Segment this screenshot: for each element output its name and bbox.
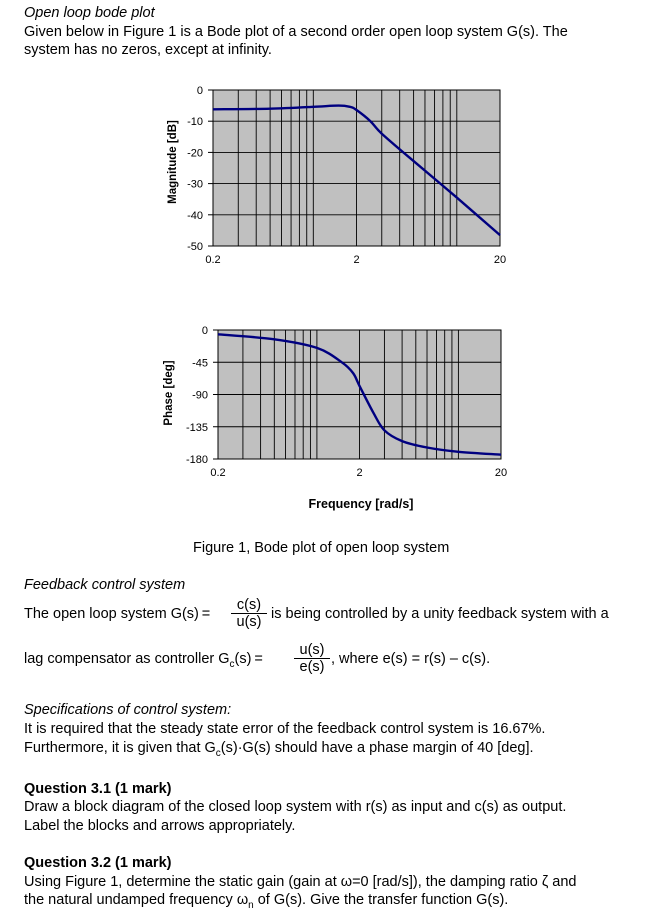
phase-grid (218, 330, 501, 459)
magnitude-x-ticks (205, 254, 506, 266)
question-3-2-line-2 (24, 891, 508, 915)
spec-line-2 (24, 739, 534, 763)
phase-axis-label: Phase [deg] (163, 360, 175, 426)
phase-x-ticks (210, 467, 507, 479)
section-heading-open-loop: Open loop bode plot (24, 5, 155, 21)
y-tick-label: -40 (187, 209, 203, 222)
frequency-axis-label: Frequency [rad/s] (308, 497, 414, 511)
intro-line-1: Given below in Figure 1 is a Bode plot of a second order open loop system G(s). The (24, 24, 568, 40)
question-3-1-line-2: Label the blocks and arrows appropriately. (24, 818, 296, 834)
y-tick-label: -50 (187, 241, 203, 253)
fraction-u-over-e (294, 642, 330, 675)
question-3-2-title: Question 3.2 (1 mark) (24, 855, 172, 871)
spec-line-2-pre: Furthermore, it is given that G (24, 740, 216, 756)
x-tick-label: 2 (353, 254, 360, 266)
fraction-c-over-u (231, 597, 267, 630)
fraction-denominator: u(s) (236, 614, 262, 630)
phase-plot (163, 325, 507, 511)
question-3-1-title: Question 3.1 (1 mark) (24, 781, 172, 797)
fraction-numerator: c(s) (231, 597, 267, 614)
x-tick-label: 20 (493, 254, 507, 266)
y-tick-label: -180 (185, 454, 208, 466)
y-tick-label: -45 (192, 357, 208, 370)
feedback-line-1-pre: The open loop system G(s) = (24, 606, 211, 622)
magnitude-plot (167, 85, 506, 266)
subscript-c: c (215, 747, 221, 759)
x-tick-label: 2 (356, 467, 363, 479)
question-3-2-line-1: Using Figure 1, determine the static gain (gain at ω=0 [rad/s]), the damping ratio ζ and (24, 874, 577, 890)
feedback-line-2-mid: (s) = (234, 651, 263, 667)
fraction-denominator: e(s) (299, 659, 325, 675)
x-tick-label: 20 (494, 467, 508, 479)
intro-line-2: system has no zeros, except at infinity. (24, 42, 272, 58)
y-tick-label: 0 (196, 85, 203, 97)
feedback-line-2-pre (24, 650, 263, 674)
magnitude-axis-label: Magnitude [dB] (167, 120, 179, 204)
y-tick-label: -30 (187, 178, 203, 191)
subscript-n: n (248, 899, 254, 911)
section-heading-feedback: Feedback control system (24, 577, 186, 593)
spec-line-2-post: (s)·G(s) should have a phase margin of 40 [deg]. (220, 740, 534, 756)
feedback-line-1-post: is being controlled by a unity feedback system with a (271, 606, 609, 622)
question-3-2-line-2-post: of G(s). Give the transfer function G(s). (253, 892, 509, 908)
y-tick-label: -10 (187, 116, 203, 129)
question-3-1-line-1: Draw a block diagram of the closed loop system with r(s) as input and c(s) as output. (24, 799, 567, 815)
subscript-c: c (229, 658, 235, 670)
x-tick-label: 0.2 (210, 467, 226, 479)
section-heading-specifications: Specifications of control system: (24, 702, 232, 718)
y-tick-label: -135 (185, 421, 208, 434)
spec-line-1: It is required that the steady state error of the feedback control system is 16.67%. (24, 721, 546, 737)
feedback-line-2-post: , where e(s) = r(s) – c(s). (331, 651, 491, 667)
phase-y-ticks (186, 325, 218, 466)
magnitude-grid (213, 90, 500, 246)
fraction-numerator: u(s) (294, 642, 330, 659)
y-tick-label: 0 (201, 325, 208, 337)
x-tick-label: 0.2 (205, 254, 221, 266)
feedback-line-2-text: lag compensator as controller G (24, 651, 230, 667)
figure-caption: Figure 1, Bode plot of open loop system (193, 540, 450, 556)
magnitude-y-ticks (187, 85, 213, 253)
question-3-2-line-2-pre: the natural undamped frequency ω (24, 892, 249, 908)
y-tick-label: -90 (192, 389, 208, 402)
y-tick-label: -20 (187, 147, 203, 160)
